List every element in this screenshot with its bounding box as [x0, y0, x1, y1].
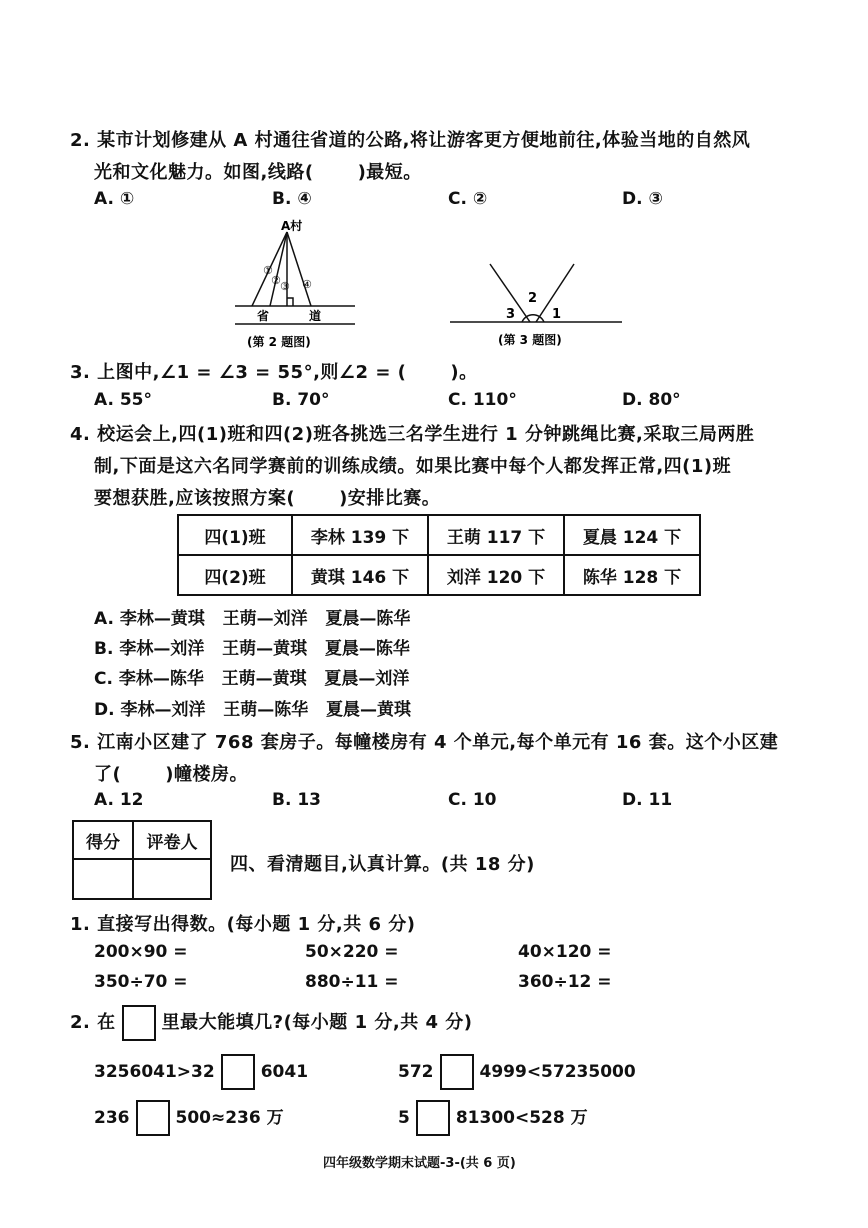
calc2-pre: 236 — [94, 1108, 130, 1128]
calc1-item: 880÷11 = — [305, 972, 399, 992]
route-4 — [287, 232, 311, 306]
q3-text-b: )。 — [450, 362, 478, 383]
q4-line3 — [94, 484, 440, 510]
q4-line3-b: )安排比赛。 — [339, 488, 441, 509]
q5-option-d[interactable]: D. 11 — [622, 790, 673, 810]
q3-text-a: 3. 上图中,∠1 = ∠3 = 55°,则∠2 = ( — [70, 362, 407, 383]
angle-3-label: 3 — [506, 307, 516, 322]
q4-line1: 4. 校运会上,四(1)班和四(2)班各挑选三名学生进行 1 分钟跳绳比赛,采取三局两胜 — [70, 424, 755, 445]
figure-3 — [448, 256, 628, 352]
q4-option-d[interactable]: D. 李林—刘洋 王萌—陈华 夏晨—黄琪 — [94, 700, 411, 720]
q5-option-a[interactable]: A. 12 — [94, 790, 144, 810]
angle-1-label: 1 — [552, 307, 562, 322]
grader-input-cell[interactable] — [133, 859, 211, 899]
calc1-item: 50×220 = — [305, 942, 399, 962]
calc2-item — [94, 1100, 284, 1136]
calc1-item: 360÷12 = — [518, 972, 612, 992]
calc2-post: 6041 — [260, 1062, 309, 1082]
calc2-pre: 5 — [398, 1108, 410, 1128]
calc1-item: 350÷70 = — [94, 972, 188, 992]
figure-2 — [225, 214, 365, 354]
table-cell: 夏晨 124 下 — [564, 515, 700, 555]
q3-option-c[interactable]: C. 110° — [448, 390, 517, 410]
q2-option-d[interactable]: D. ③ — [622, 189, 663, 209]
q5-line2-b: )幢楼房。 — [165, 764, 248, 785]
table-cell: 陈华 128 下 — [564, 555, 700, 595]
q2-option-c[interactable]: C. ② — [448, 189, 488, 209]
q4-option-c[interactable]: C. 李林—陈华 王萌—黄琪 夏晨—刘洋 — [94, 669, 410, 689]
calc1-item: 200×90 = — [94, 942, 188, 962]
q2-line2-b: )最短。 — [357, 162, 422, 183]
route-label-1: ① — [263, 264, 273, 277]
table-row — [73, 859, 211, 899]
q5-line1: 5. 江南小区建了 768 套房子。每幢楼房有 4 个单元,每个单元有 16 套。这个小区建 — [70, 732, 779, 753]
table-cell: 刘洋 120 下 — [428, 555, 564, 595]
table-cell: 四(2)班 — [178, 555, 292, 595]
q2-option-b[interactable]: B. ④ — [272, 189, 312, 209]
q2-option-a[interactable]: A. ① — [94, 189, 135, 209]
calc2-title-b: 里最大能填几?(每小题 1 分,共 4 分) — [161, 1012, 473, 1033]
q4-option-a[interactable]: A. 李林—黄琪 王萌—刘洋 夏晨—陈华 — [94, 609, 411, 629]
table-row — [73, 821, 211, 859]
score-label: 得分 — [73, 821, 133, 859]
q3-option-a[interactable]: A. 55° — [94, 390, 153, 410]
calc2-item — [398, 1054, 636, 1090]
calc2-title — [70, 1005, 473, 1041]
q3-text — [70, 358, 478, 384]
table-cell: 黄琪 146 下 — [292, 555, 428, 595]
q4-line3-a: 要想获胜,应该按照方案( — [94, 488, 296, 509]
q2-line2-a: 光和文化魅力。如图,线路( — [94, 162, 314, 183]
fill-box[interactable] — [221, 1054, 255, 1090]
angle-2-label: 2 — [528, 291, 538, 306]
q5-line2-a: 了( — [94, 764, 122, 785]
q3-option-d[interactable]: D. 80° — [622, 390, 681, 410]
table-cell: 四(1)班 — [178, 515, 292, 555]
table-row — [178, 515, 700, 555]
table-cell: 李林 139 下 — [292, 515, 428, 555]
calc2-item — [94, 1054, 308, 1090]
calc2-pre: 572 — [398, 1062, 434, 1082]
section-4-title: 四、看清题目,认真计算。(共 18 分) — [230, 854, 535, 875]
calc2-post: 81300<528 万 — [455, 1108, 588, 1128]
route-label-3: ③ — [280, 280, 290, 293]
fill-box[interactable] — [136, 1100, 170, 1136]
table-cell: 王萌 117 下 — [428, 515, 564, 555]
village-label: A村 — [281, 219, 303, 233]
calc1-title: 1. 直接写出得数。(每小题 1 分,共 6 分) — [70, 914, 416, 935]
figure-3-caption: (第 3 题图) — [498, 333, 562, 347]
calc2-post: 500≈236 万 — [175, 1108, 284, 1128]
score-input-cell[interactable] — [73, 859, 133, 899]
calc1-item: 40×120 = — [518, 942, 612, 962]
q5-option-b[interactable]: B. 13 — [272, 790, 321, 810]
q5-line2 — [94, 760, 248, 786]
right-angle-mark — [287, 298, 293, 306]
q4-option-b[interactable]: B. 李林—刘洋 王萌—黄琪 夏晨—陈华 — [94, 639, 410, 659]
calc2-item — [398, 1100, 588, 1136]
calc2-post: 4999<57235000 — [479, 1062, 636, 1082]
route-label-4: ④ — [302, 278, 312, 291]
calc2-title-a: 2. 在 — [70, 1012, 116, 1033]
fill-box[interactable] — [416, 1100, 450, 1136]
road-label-1: 省 — [257, 309, 270, 323]
q5-option-c[interactable]: C. 10 — [448, 790, 497, 810]
blank-box — [122, 1005, 156, 1041]
fill-box[interactable] — [440, 1054, 474, 1090]
q3-option-b[interactable]: B. 70° — [272, 390, 330, 410]
score-table — [177, 514, 701, 596]
page-footer: 四年级数学期末试题-3-(共 6 页) — [323, 1156, 516, 1171]
q4-line2: 制,下面是这六名同学赛前的训练成绩。如果比赛中每个人都发挥正常,四(1)班 — [94, 456, 732, 477]
route-label-2: ② — [271, 274, 281, 287]
q2-line1: 2. 某市计划修建从 A 村通往省道的公路,将让游客更方便地前往,体验当地的自然风 — [70, 130, 751, 151]
grader-label: 评卷人 — [133, 821, 211, 859]
road-label-2: 道 — [309, 309, 322, 323]
table-row — [178, 555, 700, 595]
q2-line2 — [94, 158, 422, 184]
figure-2-caption: (第 2 题图) — [247, 335, 311, 349]
calc2-pre: 3256041>32 — [94, 1062, 215, 1082]
score-box — [72, 820, 212, 900]
